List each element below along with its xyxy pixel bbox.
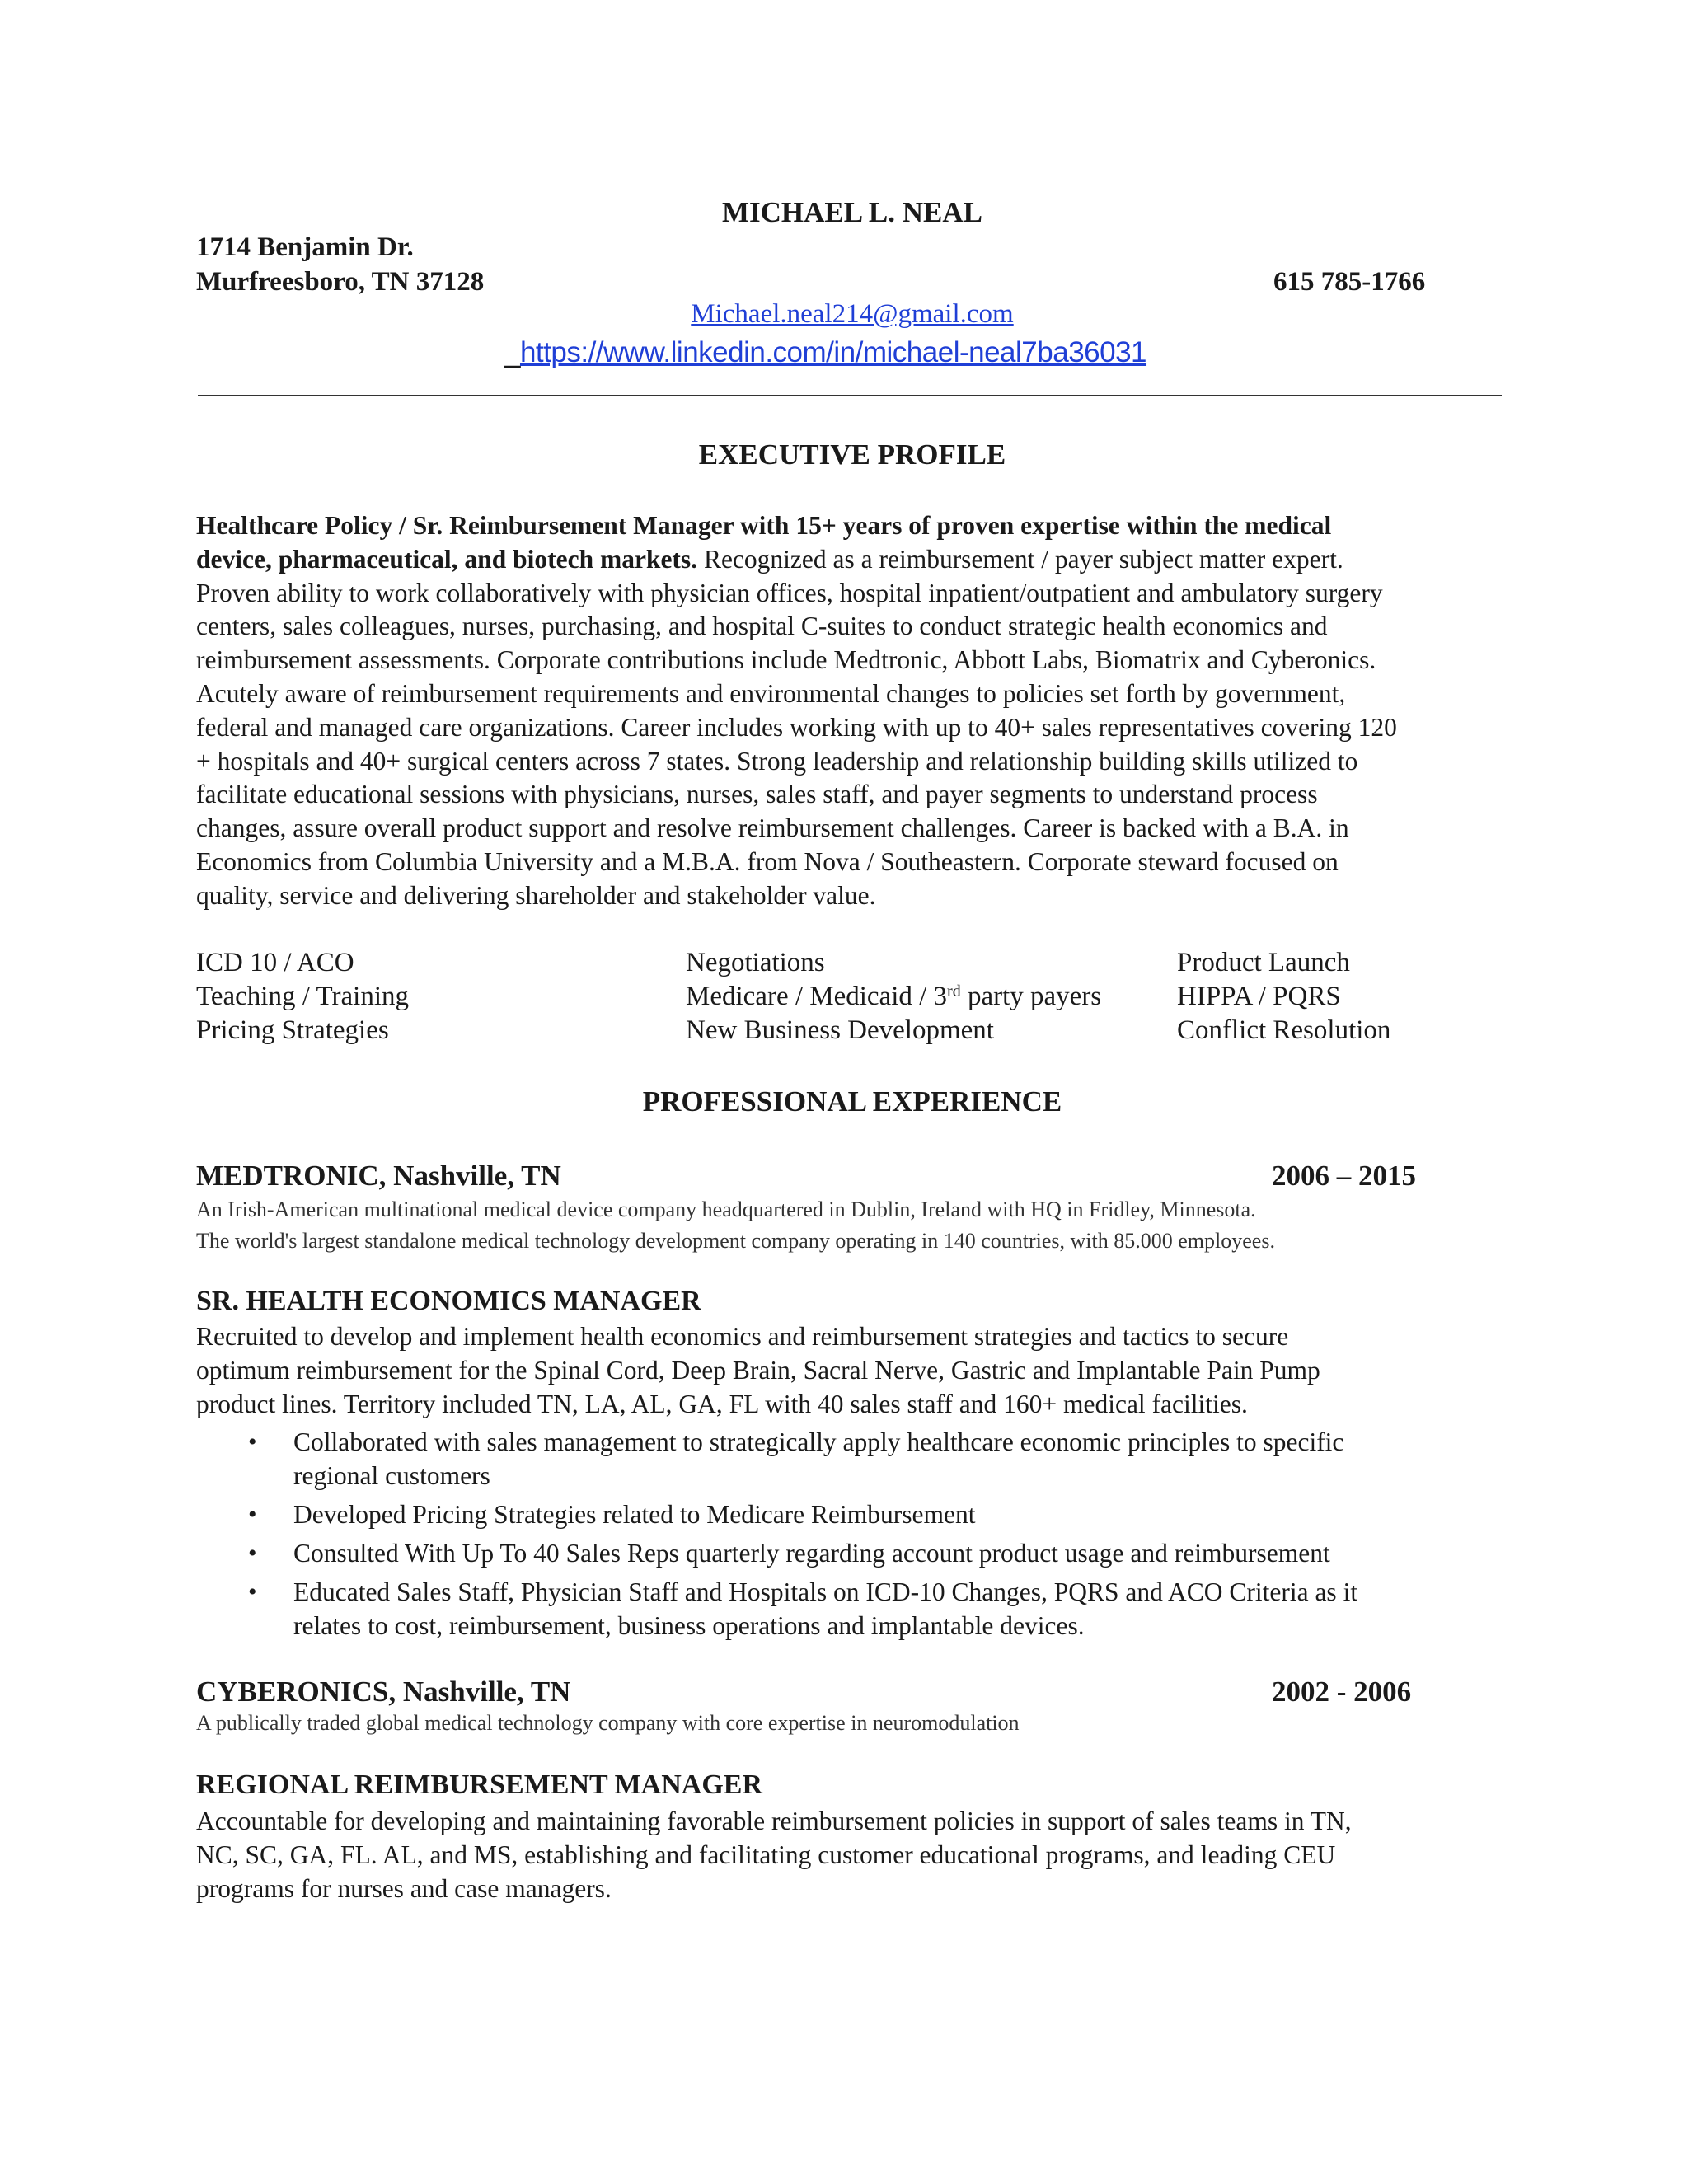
job-summary: Accountable for developing and maintaining favorable reimbursement policies in support of sales teams in TN, NC, SC, GA, FL. AL, and MS, establishing and facilitating customer educational programs, and leading CEU programs for nurses and case managers. — [196, 1807, 1352, 1903]
company-name: CYBERONICS, Nashville, TN — [196, 1675, 571, 1708]
employment-dates: 2006 – 2015 — [1272, 1160, 1416, 1192]
company-name: MEDTRONIC, Nashville, TN — [196, 1160, 561, 1192]
profile-line: Economics from Columbia University and a M.B.A. from Nova / Southeastern. Corporate steward focused on — [196, 846, 1339, 876]
list-item: • Developed Pricing Strategies related to Medicare Reimbursement — [248, 1500, 976, 1529]
linkedin-link[interactable] — [504, 336, 1146, 369]
profile-line: Acutely aware of reimbursement requirements and environmental changes to policies set forth by government, — [196, 678, 1346, 708]
skill-item: HIPPA / PQRS — [1177, 982, 1341, 1011]
professional-experience-heading: PROFESSIONAL EXPERIENCE — [642, 1085, 1062, 1118]
skill-item: Pricing Strategies — [196, 1015, 389, 1045]
skills-column-2 — [686, 946, 1101, 1047]
skill-item: Product Launch — [1177, 948, 1350, 977]
profile-line: Proven ability to work collaboratively with physician offices, hospital inpatient/outpatient and ambulatory surgery — [196, 578, 1383, 607]
skill-item: Negotiations — [686, 948, 825, 977]
profile-line: reimbursement assessments. Corporate contributions include Medtronic, Abbott Labs, Biomatrix and Cyberonics. — [196, 645, 1376, 675]
skill-item: Medicare / Medicaid / 3rd party payers — [686, 982, 1102, 1011]
job-title: REGIONAL REIMBURSEMENT MANAGER — [196, 1769, 763, 1800]
linkedin-url[interactable]: https://www.linkedin.com/in/michael-neal7ba36031 — [519, 336, 1147, 368]
list-item: • Educated Sales Staff, Physician Staff and Hospitals on ICD-10 Changes, PQRS and ACO Criteria as it relates to cost, reimbursement, business operations and implantable devices. — [248, 1577, 1358, 1640]
profile-line: federal and managed care organizations. Career includes working with up to 40+ sales representatives covering 120 — [196, 712, 1397, 742]
executive-profile-heading: EXECUTIVE PROFILE — [698, 438, 1006, 471]
skill-item: Teaching / Training — [196, 982, 410, 1011]
skills-column-3 — [1177, 946, 1390, 1047]
skill-item: Conflict Resolution — [1177, 1015, 1391, 1045]
profile-line: Healthcare Policy / Sr. Reimbursement Manager with 15+ years of proven expertise within the medical — [196, 511, 1332, 540]
phone-number: 615 785-1766 — [1273, 267, 1426, 297]
linkedin-prefix: _ — [504, 336, 520, 368]
company-description: The world's largest standalone medical technology development company operating in 140 countries, with 85.000 employees. — [196, 1229, 1275, 1253]
executive-profile-text — [196, 509, 1531, 913]
skill-item: ICD 10 / ACO — [196, 948, 354, 977]
header-divider — [198, 395, 1502, 396]
job-summary: Recruited to develop and implement health economics and reimbursement strategies and tactics to secure optimum reimbursement for the Spinal Cord, Deep Brain, Sacral Nerve, Gastric and Implantable Pain Pump product lines. Territory included TN, LA, AL, GA, FL with 40 sales staff and 160+ medical facilities. — [196, 1322, 1320, 1418]
company-description: A publically traded global medical technology company with core expertise in neuromodulation — [196, 1711, 1020, 1735]
skill-item: New Business Development — [686, 1015, 994, 1045]
profile-line: device, pharmaceutical, and biotech markets. Recognized as a reimbursement / payer subject matter expert. — [196, 544, 1343, 574]
employment-dates: 2002 - 2006 — [1272, 1675, 1412, 1708]
address-line-2: Murfreesboro, TN 37128 — [196, 267, 485, 297]
profile-line: + hospitals and 40+ surgical centers across 7 states. Strong leadership and relationship building skills utilized to — [196, 746, 1358, 776]
skills-column-1 — [196, 946, 409, 1047]
job-accomplishments — [196, 1425, 1357, 1647]
email-link[interactable]: Michael.neal214@gmail.com — [691, 299, 1014, 329]
profile-line: centers, sales colleagues, nurses, purchasing, and hospital C-suites to conduct strategic health economics and — [196, 612, 1328, 641]
company-description: An Irish-American multinational medical device company headquartered in Dublin, Ireland with HQ in Fridley, Minnesota. — [196, 1197, 1256, 1221]
profile-line: changes, assure overall product support and resolve reimbursement challenges. Career is backed with a B.A. in — [196, 813, 1349, 843]
address-line-1: 1714 Benjamin Dr. — [196, 232, 414, 262]
profile-line: quality, service and delivering shareholder and stakeholder value. — [196, 880, 876, 910]
list-item: • Collaborated with sales management to strategically apply healthcare economic principles to specific regional customers — [248, 1427, 1344, 1490]
candidate-name: MICHAEL L. NEAL — [721, 196, 983, 228]
job-title: SR. HEALTH ECONOMICS MANAGER — [196, 1286, 701, 1316]
profile-line: facilitate educational sessions with physicians, nurses, sales staff, and payer segments to understand process — [196, 780, 1318, 809]
list-item: • Consulted With Up To 40 Sales Reps quarterly regarding account product usage and reimbursement — [248, 1539, 1330, 1568]
